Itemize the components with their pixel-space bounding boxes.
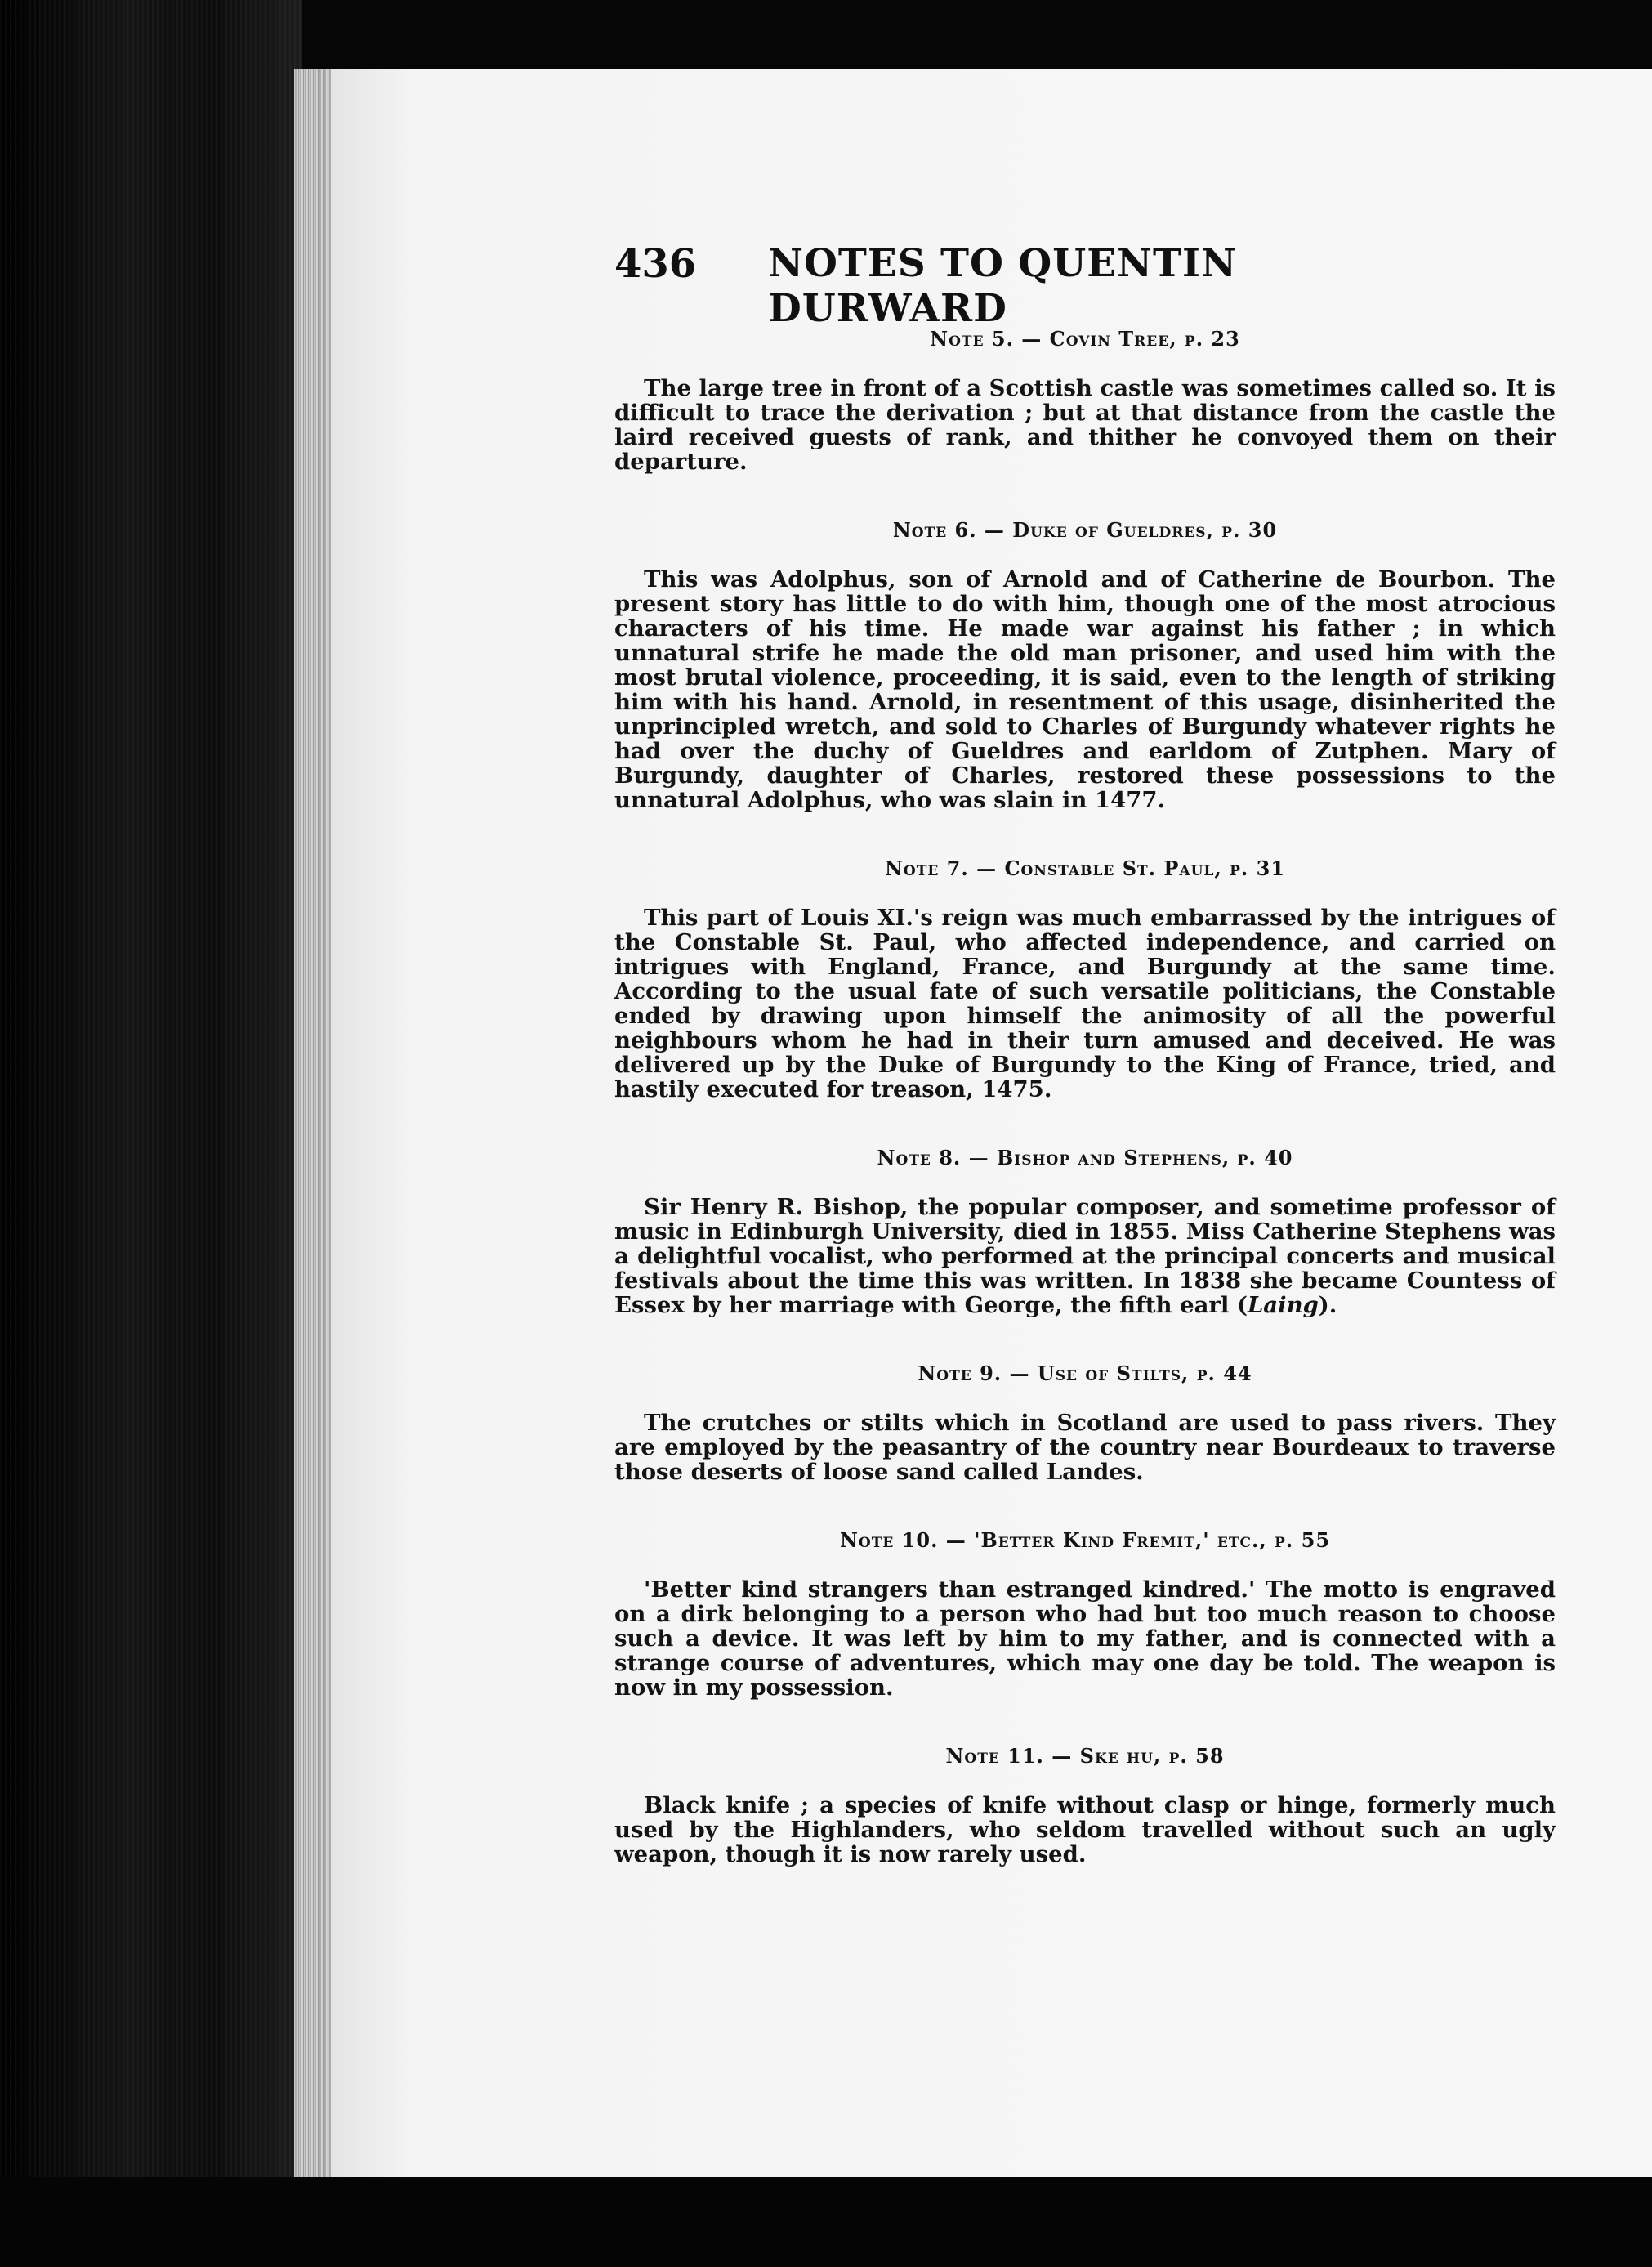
notes-content: [614, 327, 1556, 1911]
note-text: The crutches or stilts which in Scotland are used to pass rivers. They are employed by the peasantry of the country near Bourdeaux to traverse those deserts of loose sand called Landes.: [614, 1410, 1556, 1485]
note-7: [614, 856, 1556, 1102]
note-heading: Note 9. — Use of Stilts, p. 44: [918, 1362, 1252, 1385]
page-stack-edge: [294, 69, 333, 2178]
note-heading: Note 11. — Ske hu, p. 58: [945, 1744, 1225, 1768]
note-heading: Note 8. — Bishop and Stephens, p. 40: [877, 1146, 1293, 1169]
note-10: [614, 1528, 1556, 1700]
note-citation: Laing: [1247, 1292, 1319, 1318]
note-heading: Note 5. — Covin Tree, p. 23: [930, 327, 1240, 351]
note-text: This part of Louis XI.'s reign was much embarrassed by the intrigues of the Constable St. Paul, who affected independence, and carried on intrigues with England, France, and Burgundy at the same time. According to the usual fate of such versatile politicians, the Constable ended by drawing upon himself the animosity of all the powerful neighbours whom he had in their turn amused and deceived. He was delivered up by the Duke of Burgundy to the King of France, tried, and hastily executed for treason, 1475.: [614, 905, 1556, 1102]
note-9: [614, 1362, 1556, 1484]
note-text: 'Better kind strangers than estranged kindred.' The motto is engraved on a dirk belonging to a person who had but too much reason to choose such a device. It was left by him to my father, and is connected with a strange course of adventures, which may one day be told. The weapon is now in my possession.: [614, 1576, 1556, 1701]
page-number: 436: [614, 241, 697, 287]
note-text-wrapper: Sir Henry R. Bishop, the popular composer, and sometime professor of music in Edinburgh University, died in 1855. Miss Catherine Stephens was a delightful vocalist, who performed at the principal concerts and musical festivals about the time this was written. In 1838 she became Countess of Essex by her marriage with George, the fifth earl (Laing).: [614, 1194, 1556, 1318]
note-text: The large tree in front of a Scottish castle was sometimes called so. It is difficult to trace the derivation ; but at that distance from the castle the laird received guests of rank, and thither he convoyed them on their departure.: [614, 375, 1556, 475]
note-text-end: ).: [1318, 1292, 1337, 1318]
note-heading: Note 7. — Constable St. Paul, p. 31: [884, 856, 1286, 880]
note-text: Sir Henry R. Bishop, the popular composer, and sometime professor of music in Edinburgh University, died in 1855. Miss Catherine Stephens was a delightful vocalist, who performed at the principal concerts and musical festivals about the time this was written. In 1838 she became Countess of Essex by her marriage with George, the fifth earl: [614, 1194, 1556, 1318]
scan-bottom-margin: [0, 2177, 1652, 2267]
note-8: [614, 1146, 1556, 1317]
note-text: This was Adolphus, son of Arnold and of Catherine de Bourbon. The present story has little to do with him, though one of the most atrocious characters of his time. He made war against his father ; in which unnatural strife he made the old man prisoner, and used him with the most brutal violence, proceeding, it is said, even to the length of striking him with his hand. Arnold, in resentment of this usage, disinherited the unprincipled wretch, and sold to Charles of Burgundy whatever rights he had over the duchy of Gueldres and earldom of Zutphen. Mary of Burgundy, daughter of Charles, restored these possessions to the unnatural Adolphus, who was slain in 1477.: [614, 566, 1556, 813]
running-header: [614, 241, 1440, 331]
note-heading: Note 10. — 'Better Kind Fremit,' etc., p. 55: [839, 1528, 1331, 1552]
note-heading: Note 6. — Duke of Gueldres, p. 30: [892, 518, 1278, 542]
note-6: [614, 518, 1556, 812]
book-spine-edge: [0, 0, 302, 2267]
note-text: Black knife ; a species of knife without clasp or hinge, formerly much used by the Highlanders, who seldom travelled without such an ugly weapon, though it is now rarely used.: [614, 1792, 1556, 1867]
running-title: NOTES TO QUENTIN DURWARD: [768, 241, 1237, 331]
note-11: [614, 1744, 1556, 1867]
note-5: [614, 327, 1556, 474]
